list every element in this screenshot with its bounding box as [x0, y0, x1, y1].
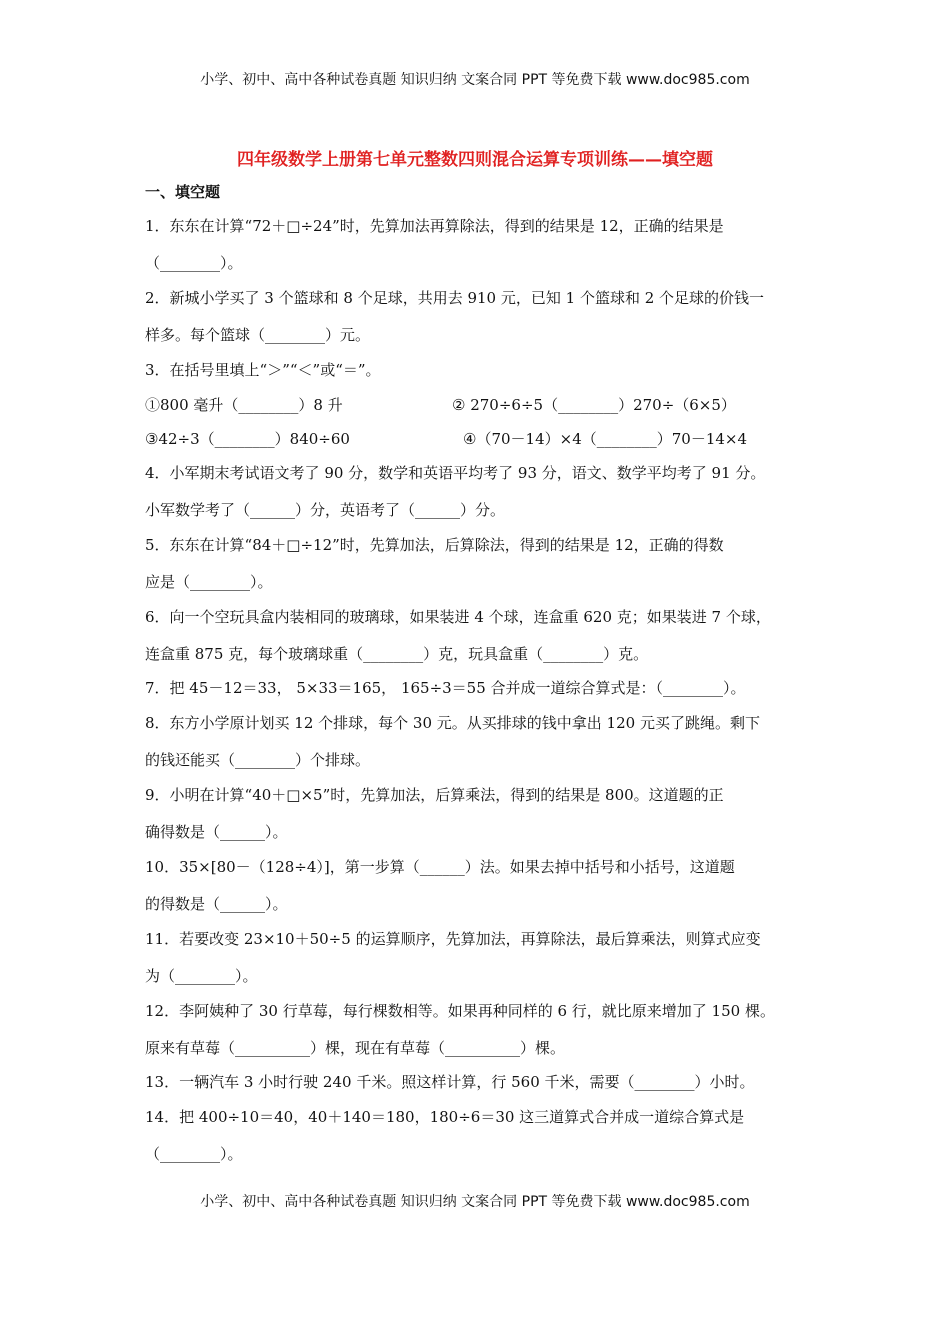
- question-1-line-1: 1．东东在计算“72＋□÷24”时，先算加法再算除法，得到的结果是 12，正确的结果是: [145, 217, 724, 235]
- section-heading: 一、填空题: [145, 183, 221, 201]
- question-6-line-1: 6．向一个空玩具盒内装相同的玻璃球，如果装进 4 个球，连盒重 620 克；如果装进 7 个球，: [145, 608, 771, 626]
- question-9-line-1: 9．小明在计算“40＋□×5”时，先算加法，后算乘法，得到的结果是 800。这道题的正: [145, 786, 724, 804]
- question-8-line-1: 8．东方小学原计划买 12 个排球，每个 30 元。从买排球的钱中拿出 120 元买了跳绳。剩下: [145, 714, 760, 732]
- question-6-line-2: 连盒重 875 克，每个玻璃球重（________）克，玩具盒重（________）克。: [145, 645, 649, 663]
- question-3-item-4: ④（70－14）×4（________）70－14×4: [463, 430, 748, 448]
- question-7: 7．把 45－12＝33， 5×33＝165， 165÷3＝55 合并成一道综合算式是：（________）。: [145, 679, 746, 697]
- document-title: 四年级数学上册第七单元整数四则混合运算专项训练——填空题: [237, 150, 713, 170]
- question-11-line-2: 为（________）。: [145, 967, 258, 985]
- page-header: 小学、初中、高中各种试卷真题 知识归纳 文案合同 PPT 等免费下载 www.doc985.com: [200, 72, 750, 88]
- question-3: 3．在括号里填上“＞”“＜”或“＝”。: [145, 361, 381, 379]
- question-10-line-1: 10．35×[80－（128÷4）]，第一步算（______）法。如果去掉中括号和小括号，这道题: [145, 858, 735, 876]
- question-4-line-1: 4．小军期末考试语文考了 90 分，数学和英语平均考了 93 分，语文、数学平均考了 91 分。: [145, 464, 766, 482]
- question-3-item-2: ② 270÷6÷5（________）270÷（6×5）: [452, 396, 736, 414]
- question-3-item-3: ③42÷3（________）840÷60: [145, 430, 350, 448]
- question-12-line-2: 原来有草莓（__________）棵，现在有草莓（__________）棵。: [145, 1039, 566, 1057]
- question-13: 13．一辆汽车 3 小时行驶 240 千米。照这样计算，行 560 千米，需要（________）小时。: [145, 1073, 755, 1091]
- question-8-line-2: 的钱还能买（________）个排球。: [145, 751, 371, 769]
- question-14-line-2: （________）。: [145, 1145, 243, 1163]
- question-9-line-2: 确得数是（______）。: [145, 823, 288, 841]
- question-12-line-1: 12．李阿姨种了 30 行草莓，每行棵数相等。如果再种同样的 6 行，就比原来增加了 150 棵。: [145, 1002, 775, 1020]
- question-10-line-2: 的得数是（______）。: [145, 895, 288, 913]
- question-5-line-2: 应是（________）。: [145, 573, 273, 591]
- page-footer: 小学、初中、高中各种试卷真题 知识归纳 文案合同 PPT 等免费下载 www.doc985.com: [200, 1194, 750, 1210]
- question-2-line-2: 样多。每个篮球（________）元。: [145, 326, 371, 344]
- question-2-line-1: 2．新城小学买了 3 个篮球和 8 个足球，共用去 910 元，已知 1 个篮球和 2 个足球的价钱一: [145, 289, 765, 307]
- question-14-line-1: 14．把 400÷10＝40，40＋140＝180，180÷6＝30 这三道算式合并成一道综合算式是: [145, 1108, 745, 1126]
- question-5-line-1: 5．东东在计算“84＋□÷12”时，先算加法，后算除法，得到的结果是 12，正确的得数: [145, 536, 724, 554]
- question-11-line-1: 11．若要改变 23×10＋50÷5 的运算顺序，先算加法，再算除法，最后算乘法，则算式应变: [145, 930, 761, 948]
- question-4-line-2: 小军数学考了（______）分，英语考了（______）分。: [145, 501, 506, 519]
- question-3-item-1: ①800 毫升（________）8 升: [145, 396, 343, 414]
- question-1-line-2: （________）。: [145, 254, 243, 272]
